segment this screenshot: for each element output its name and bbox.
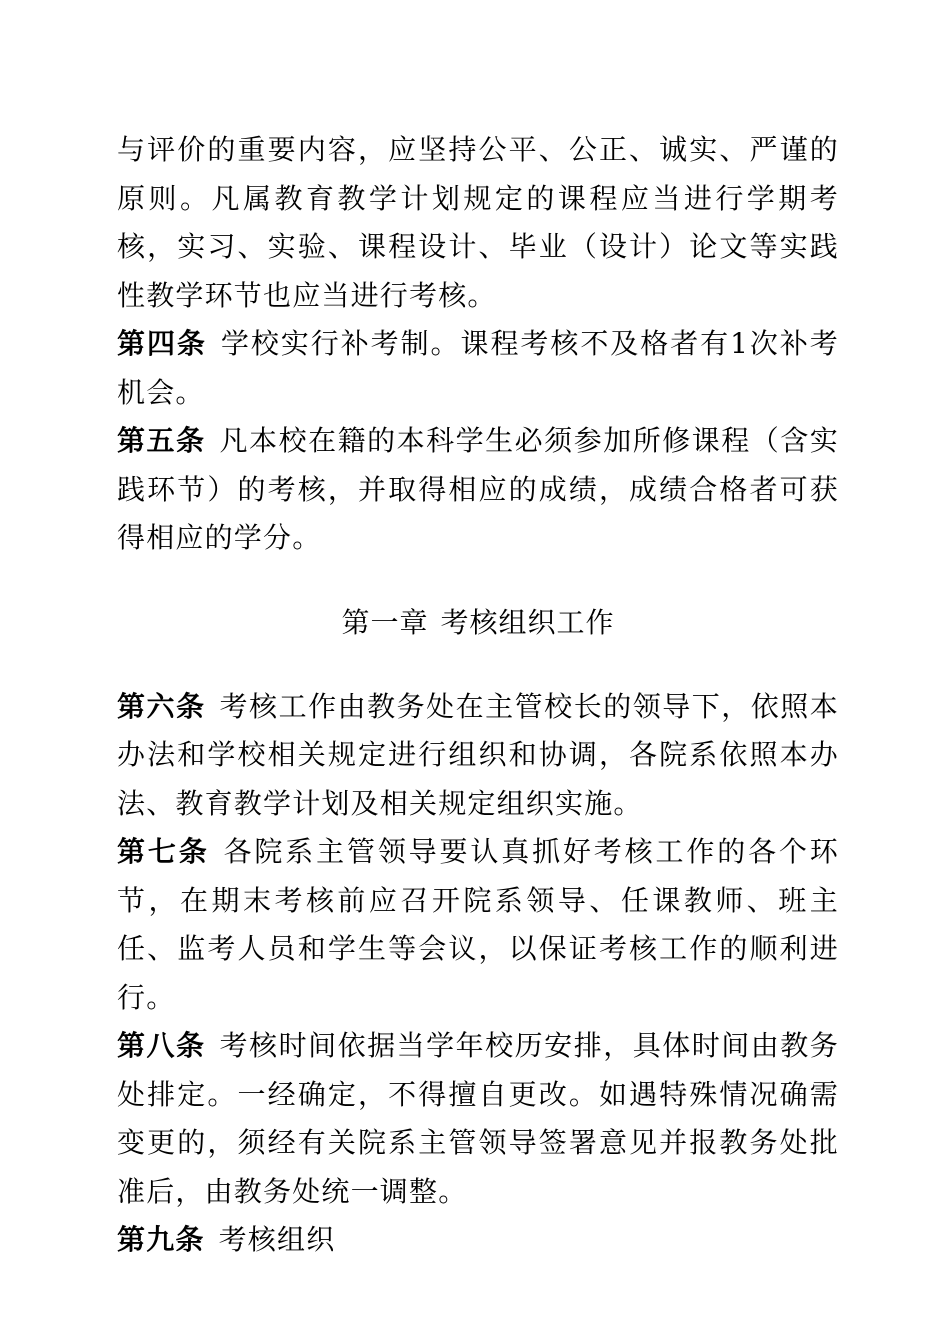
article-text: 考核工作由教务处在主管校长的领导下，依照本办法和学校相关规定进行组织和协调，各院系依照本办法、教育教学计划及相关规定组织实施。 <box>117 689 839 820</box>
article-6 <box>117 683 839 829</box>
article-text: 各院系主管领导要认真抓好考核工作的各个环节，在期末考核前应召开院系领导、任课教师、班主任、监考人员和学生等会议，以保证考核工作的顺利进行。 <box>117 835 839 1014</box>
article-number: 第五条 <box>117 424 206 457</box>
article-7 <box>117 828 839 1022</box>
article-text: 凡本校在籍的本科学生必须参加所修课程（含实践环节）的考核，并取得相应的成绩，成绩合格者可获得相应的学分。 <box>117 424 839 554</box>
article-number: 第九条 <box>117 1223 205 1256</box>
chapter-number: 第一章 <box>341 605 429 639</box>
document-page <box>117 126 839 1265</box>
article-number: 第八条 <box>117 1029 206 1062</box>
article-text: 考核组织 <box>218 1223 336 1256</box>
article-text: 学校实行补考制。课程考核不及格者有1次补考机会。 <box>117 327 839 409</box>
article-number: 第七条 <box>117 835 210 868</box>
chapter-title: 考核组织工作 <box>440 605 615 639</box>
article-4 <box>117 320 839 417</box>
article-number: 第四条 <box>117 327 207 360</box>
article-5 <box>117 417 839 563</box>
article-text: 考核时间依据当学年校历安排，具体时间由教务处排定。一经确定，不得擅自更改。如遇特殊情况确需变更的，须经有关院系主管领导签署意见并报教务处批准后，由教务处统一调整。 <box>117 1029 839 1208</box>
article-number: 第六条 <box>117 689 206 723</box>
intro-paragraph: 与评价的重要内容，应坚持公平、公正、诚实、严谨的原则。凡属教育教学计划规定的课程应当进行学期考核，实习、实验、课程设计、毕业（设计）论文等实践性教学环节也应当进行考核。 <box>117 133 839 312</box>
article-8 <box>117 1022 839 1216</box>
article-9 <box>117 1216 839 1265</box>
chapter-heading <box>117 603 839 643</box>
